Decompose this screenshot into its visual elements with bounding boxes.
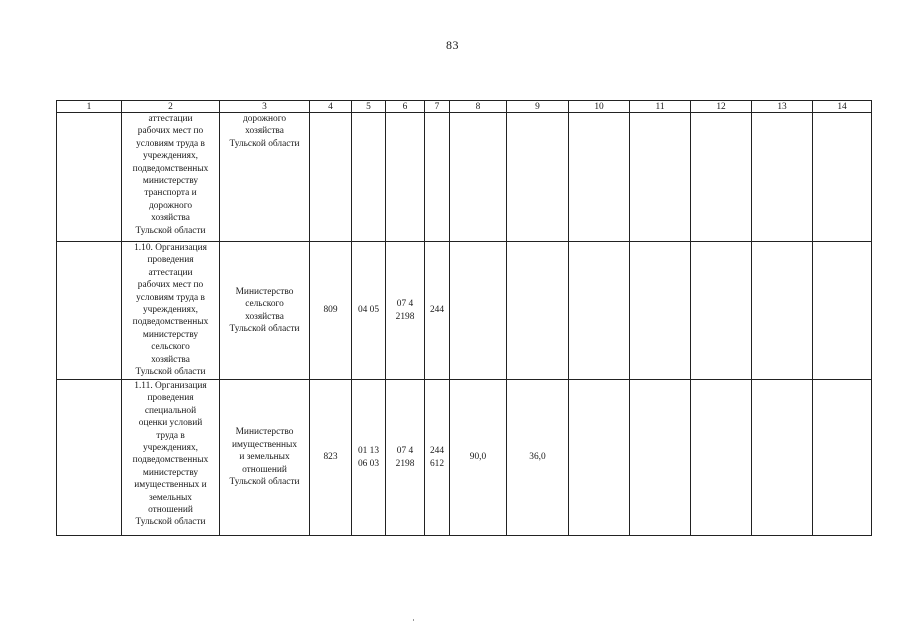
cell-col-4: 823 bbox=[310, 380, 352, 536]
cell-number bbox=[57, 380, 122, 536]
cell-col-13 bbox=[752, 242, 813, 380]
cell-col-11 bbox=[630, 380, 691, 536]
cell-col-14 bbox=[813, 380, 872, 536]
column-header-12: 12 bbox=[691, 101, 752, 113]
cell-col-13 bbox=[752, 113, 813, 242]
column-header-4: 4 bbox=[310, 101, 352, 113]
cell-col-8 bbox=[450, 242, 507, 380]
cell-col-14 bbox=[813, 242, 872, 380]
column-header-10: 10 bbox=[569, 101, 630, 113]
cell-col-6 bbox=[386, 113, 425, 242]
cell-col-12 bbox=[691, 113, 752, 242]
cell-col-8 bbox=[450, 113, 507, 242]
column-header-2: 2 bbox=[122, 101, 220, 113]
column-header-9: 9 bbox=[507, 101, 569, 113]
column-header-6: 6 bbox=[386, 101, 425, 113]
cell-col-5: 04 05 bbox=[352, 242, 386, 380]
scan-speck bbox=[413, 619, 414, 621]
budget-table bbox=[56, 100, 872, 536]
cell-col-11 bbox=[630, 113, 691, 242]
column-header-3: 3 bbox=[220, 101, 310, 113]
column-number-row bbox=[57, 101, 872, 113]
column-header-11: 11 bbox=[630, 101, 691, 113]
cell-col-5: 01 13 06 03 bbox=[352, 380, 386, 536]
cell-col-5 bbox=[352, 113, 386, 242]
cell-col-6: 07 4 2198 bbox=[386, 380, 425, 536]
cell-col-8: 90,0 bbox=[450, 380, 507, 536]
column-header-14: 14 bbox=[813, 101, 872, 113]
cell-col-13 bbox=[752, 380, 813, 536]
cell-number bbox=[57, 113, 122, 242]
cell-responsible: дорожного хозяйства Тульской области bbox=[220, 113, 310, 242]
cell-col-7 bbox=[425, 113, 450, 242]
column-header-1: 1 bbox=[57, 101, 122, 113]
cell-number bbox=[57, 242, 122, 380]
cell-activity-name: 1.11. Организация проведения специальной оценки условий труда в учреждениях, подведомственных министерству имущественных и земельных отношений Тульской области bbox=[122, 380, 220, 536]
page-number: 83 bbox=[446, 38, 459, 52]
cell-col-12 bbox=[691, 242, 752, 380]
cell-col-9 bbox=[507, 113, 569, 242]
cell-col-9 bbox=[507, 242, 569, 380]
cell-col-4: 809 bbox=[310, 242, 352, 380]
cell-activity-name: аттестации рабочих мест по условиям труда в учреждениях, подведомственных министерству транспорта и дорожного хозяйства Тульской области bbox=[122, 113, 220, 242]
cell-col-7: 244 612 bbox=[425, 380, 450, 536]
cell-col-10 bbox=[569, 380, 630, 536]
cell-col-10 bbox=[569, 113, 630, 242]
cell-col-9: 36,0 bbox=[507, 380, 569, 536]
cell-col-11 bbox=[630, 242, 691, 380]
cell-responsible: Министерство сельского хозяйства Тульской области bbox=[220, 242, 310, 380]
table-row bbox=[57, 242, 872, 380]
table-row bbox=[57, 380, 872, 536]
cell-activity-name: 1.10. Организация проведения аттестации рабочих мест по условиям труда в учреждениях, подведомственных министерству сельского хозяйства Тульской области bbox=[122, 242, 220, 380]
column-header-7: 7 bbox=[425, 101, 450, 113]
cell-col-4 bbox=[310, 113, 352, 242]
table-row bbox=[57, 113, 872, 242]
column-header-8: 8 bbox=[450, 101, 507, 113]
column-header-5: 5 bbox=[352, 101, 386, 113]
column-header-13: 13 bbox=[752, 101, 813, 113]
cell-col-14 bbox=[813, 113, 872, 242]
cell-col-12 bbox=[691, 380, 752, 536]
cell-col-6: 07 4 2198 bbox=[386, 242, 425, 380]
cell-col-7: 244 bbox=[425, 242, 450, 380]
cell-responsible: Министерство имущественных и земельных отношений Тульской области bbox=[220, 380, 310, 536]
cell-col-10 bbox=[569, 242, 630, 380]
